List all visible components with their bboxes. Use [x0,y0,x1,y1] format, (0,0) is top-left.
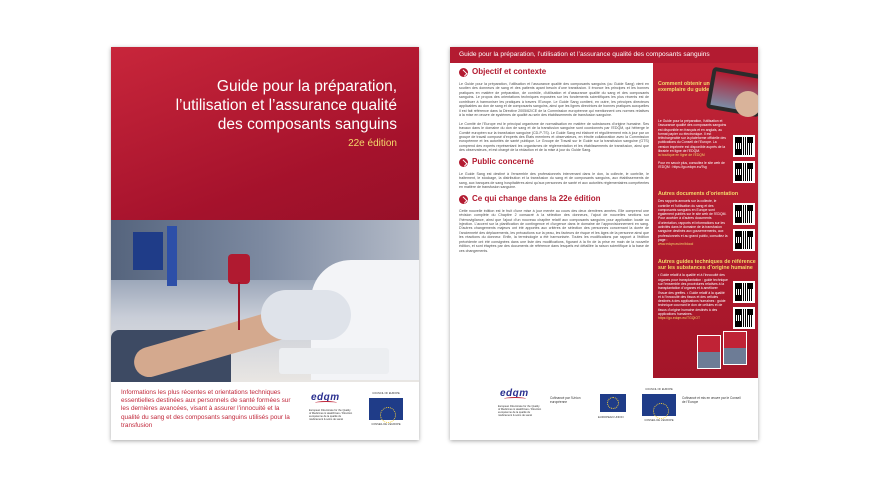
qr-code-icon [733,229,755,251]
sidebar-text: • Guide relatif à la qualité et à l’innocuité des organes pour transplantation : guide technique sur l’ensemble des procédures relatives à la transplantation d’organes et à améliorer l’issue des greffes. • Guide relatif à la qualité et à l’innocuité des tissus et des cellules destinés à des applications humaines : guide technique couvrant le don de cellules et de tissus d’origine humaine destinés à des applications humaines. [658,273,728,317]
section-paragraph: Le Comité de l’Europe est le principal organisme de normalisation en matière de substances d’origine humaine. Ses travaux dans le domaine du don de sang et de la transfusion sanguine sont coordonnés par l’EDQM, qui héberge le Comité européen sur la transfusion sanguine (CD-P-TS). Le Guide Sang est élaboré et régulièrement mis à jour par un groupe de travail composé d’experts des États membres et observateurs, en étroite collaboration avec la Commission européenne et les autorités de santé publique. Le Groupe de Travail sur le Guide sur la transfusion sanguine (GTS) comprend des experts représentant les organismes de réglementation et les établissements de transfusion, ainsi que des observateurs, et est chargé de la rédaction et de la mise à jour du Guide Sang. [459,121,649,153]
guide-covers-illustration [693,329,753,373]
qr-code-icon [733,161,755,183]
council-of-europe-logo [367,392,405,432]
sidebar-block-obtain-title [658,81,710,93]
sidebar-link[interactable]: www.edqm.eu/en/blood [658,242,694,247]
sidebar [653,63,758,378]
edqm-logo [309,392,353,432]
cover-title-line: Guide pour la préparation, [216,78,397,95]
cover-logos [309,390,409,432]
edqm-logo [498,388,542,428]
council-of-europe-logo [640,388,678,428]
cover-summary-text: Informations les plus récentes et orientations techniques essentielles destinées aux personnels de santé formées sur les dernières avancées, visant à assurer l’innocuité et la qualité du sang et des composants sanguins utilisés pour la transfusion [121,389,291,429]
coe-flag-icon [369,398,403,420]
cover-title-line: l’utilisation et l’assurance qualité [175,97,397,114]
brochure-cover-page [111,47,419,440]
sidebar-title: Autres guides techniques de référence sur les substances d’origine humaine [658,259,756,272]
qr-code-icon [733,135,755,157]
cover-title-line: des composants sanguins [217,116,397,133]
edqm-subtitle: European Directorate for the Quality of Medicines & HealthCare / Direction européenne de la qualité du médicament & soins de santé [309,409,353,422]
section-heading-objectif [459,67,649,79]
sidebar-title: Comment obtenir un exemplaire du guide [658,81,710,94]
photo-eu-flag [133,232,163,270]
brochure-content-page [450,47,758,440]
section-title: Ce qui change dans la 22e édition [472,193,601,203]
photo-blood-tube [238,282,240,330]
section-title: Public concerné [472,156,534,166]
sidebar-link[interactable]: https://go.edqm.eu/TGQIOT [658,316,701,321]
sidebar-text: Le Guide pour la préparation, l’utilisation et l’assurance qualité des composants sanguins est disponible en français et en anglais, au format papier ou électronique. Il est téléchargeable sur la plateforme officielle des publications du Conseil de l’Europe. La version imprimée est disponible auprès de la librairie en ligne de l’EDQM. [658,119,727,154]
photo-flag-pole [167,226,177,286]
guide-cover-thumbnail [723,331,747,365]
edqm-subtitle: European Directorate for the Quality of Medicines & HealthCare / Direction européenne de la qualité du médicament & soins de santé [498,405,542,418]
qr-code-icon [733,307,755,329]
photo-tray [279,348,389,374]
section-heading-public [459,157,649,169]
coe-label-en: COUNCIL OF EUROPE [372,392,400,395]
check-circle-icon [459,158,468,167]
check-circle-icon [459,195,468,204]
page-banner: Guide pour la préparation, l’utilisation et l’assurance qualité des composants sanguins [450,47,758,63]
section-title: Objectif et contexte [472,67,547,76]
section-paragraph: Cette nouvelle édition est le fruit d’une mise à jour menée au cours des deux dernières années. Elle comprend une révision complète du Chapitre 2 consacré à la sélection des donneurs, l’ajout de nouvelles sections sur l’hémovigilance, ainsi que l’ajout d’un nouveau chapitre relatif aux composants sanguins pour application locale ou injection. L’accent sur la planification de contingence et d’urgence dans le domaine de l’approvisionnement en sang. D’autres changements majeurs ont été apportés aux critères de sélection des personnes concernant la durée de l’ancienneté des déplacements, les précautions sur la peau, les facteurs de risque et les âges de la personne ainsi que les réactions du donneur. Enfin, la terminologie a été harmonisée. Toutes les modifications par rapport à l’édition précédente ont été consignées dans une liste des modifications, figurant à la fin de la prise en main de la nouvelle édition, et sont étayées par des documents de référence dans lesquels est détaillée la raison scientifique à la base de ces changements. [459,208,649,253]
sidebar-text: Pour en savoir plus, consultez le site web de l’EDQM : https://go.edqm.eu/Tsg [658,160,725,169]
sidebar-block-obtain [658,119,728,169]
check-circle-icon [459,68,468,77]
eu-flag-icon [600,394,626,412]
coe-label-fr: CONSEIL DE L’EUROPE [644,419,674,422]
blood-donation-photo [111,220,419,382]
page-footer [450,382,758,440]
coe-cofunding-text: Cofinancé et mis en œuvre par le Conseil de l’Europe [682,396,741,404]
edqm-wordmark: edqm [500,388,529,399]
sidebar-link[interactable]: la boutique en ligne de l’EDQM [658,153,705,158]
edqm-wordmark: edqm [311,392,340,403]
hand-illustration [735,91,758,117]
coe-label-en: COUNCIL OF EUROPE [645,388,673,391]
sidebar-text: Des rapports annuels sur la collecte, le contrôle et l’utilisation du sang et des composants sanguins en Europe sont également publiés sur le site web de l’EDQM. Pour accéder à d’autres documents d’orientation, rapports et informations sur les activités dans le domaine de la transfusion sanguine destinés aux gouvernements, aux professionnels et au grand public, consultez la page : [658,199,728,242]
coe-stars-icon [653,403,669,419]
section-paragraph: Le Guide Sang est destiné à l’ensemble des professionnels intervenant dans le don, la collecte, le contrôle, le traitement, le stockage, la distribution et la transfusion du sang et de composants sanguins, aux établissements de sang, aux banques de sang hospitalières ainsi qu’aux personnes de santé et aux autorités réglementaires compétentes en matière de transfusion sanguine. [459,171,649,190]
guide-cover-thumbnail [697,335,721,369]
eu-label: EUROPEAN UNION [598,415,624,419]
coe-flag-icon [642,394,676,416]
qr-code-icon [733,203,755,225]
edqm-arc-icon [504,397,526,401]
cover-title [147,77,397,134]
eu-stars-icon [607,397,619,409]
eu-cofunding-text: Cofinancé par l’Union européenne [550,396,581,404]
photo-gloved-hand [261,290,351,340]
coe-label-fr: CONSEIL DE L’EUROPE [371,423,401,426]
cover-edition: 22e édition [348,138,397,149]
edqm-arc-icon [315,401,337,405]
qr-code-icon [733,281,755,303]
coe-stars-icon [380,407,396,423]
section-paragraph: Le Guide pour la préparation, l’utilisation et l’assurance qualité des composants sanguins (ou Guide Sang) vient en soutien des donneurs de sang et des patients ayant besoin d’une transfusion. Il énonce les principes et les bonnes pratiques en matière de préparation, de contrôle, d’utilisation et d’assurance qualité du sang et des composants sanguins. Le propos des orientations techniques exposées sur les fondements scientifiques les plus récents est de contribuer à harmoniser les pratiques à travers l’Europe. Le Guide Sang contient, en outre, les principes directeurs applicables au don de sang et de composants sanguins, ainsi que les lignes directrices de bonnes pratiques auxquelles il est fait référence dans la Directive 2005/62/CE de la Commission européenne qui mentionnent ces normes relatives à la mise en œuvre de systèmes de qualité au sein des établissements de transfusion sanguine. [459,82,649,118]
section-heading-changes [459,194,649,206]
photo-blood-bag [228,254,250,284]
main-column [459,67,649,257]
sidebar-title: Autres documents d’orientation [658,191,739,197]
